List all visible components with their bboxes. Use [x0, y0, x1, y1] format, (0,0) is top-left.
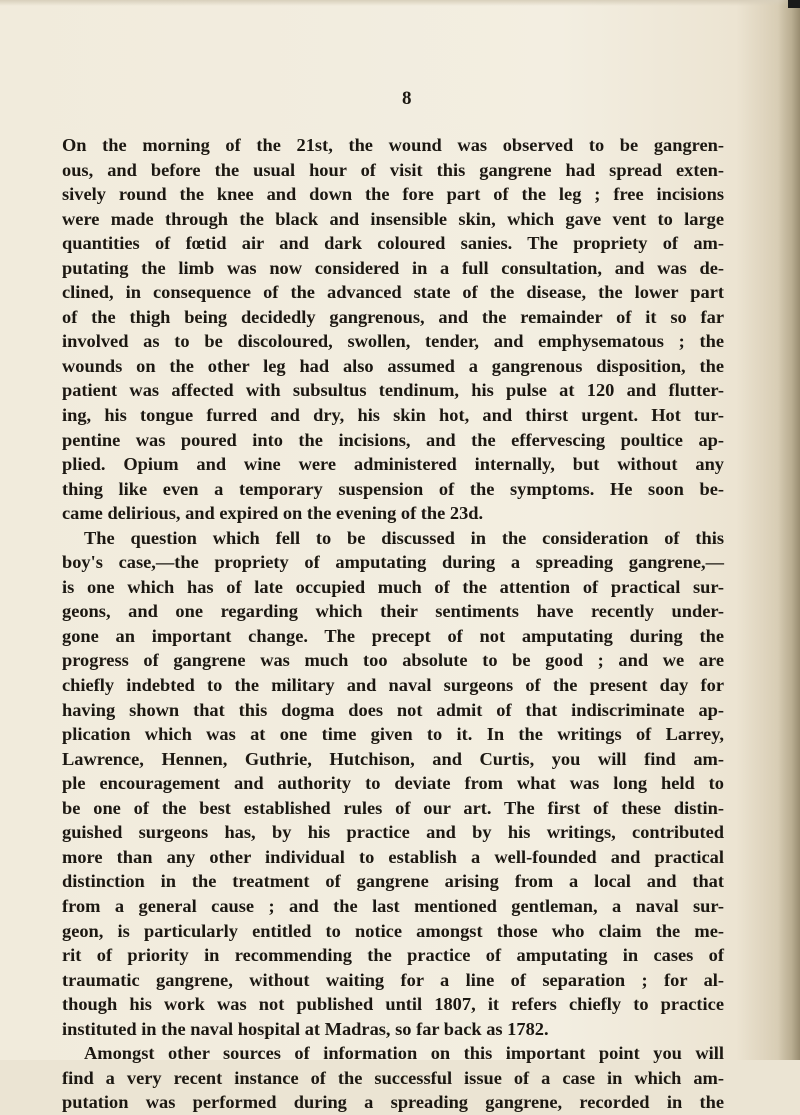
text-line: came delirious, and expired on the evening of the 23d.	[62, 503, 484, 524]
page-number: 8	[402, 88, 412, 109]
text-line: progress of gangrene was much too absolute to be good ; and we are	[62, 650, 724, 671]
text-line: traumatic gangrene, without waiting for a line of separation ; for al-	[62, 969, 724, 990]
text-line: geons, and one regarding which their sentiments have recently under-	[62, 601, 724, 622]
text-line: The question which fell to be discussed in the consideration of this	[84, 527, 724, 548]
text-line: having shown that this dogma does not admit of that indiscriminate ap-	[62, 699, 724, 720]
text-line: though his work was not published until 1807, it refers chiefly to practice	[62, 994, 724, 1015]
text-line: boy's case,—the propriety of amputating during a spreading gangrene,—	[62, 552, 724, 573]
text-line: On the morning of the 21st, the wound was observed to be gangren-	[62, 135, 724, 155]
text-line: sively round the knee and down the fore part of the leg ; free incisions	[62, 184, 724, 205]
text-line: from a general cause ; and the last mentioned gentleman, a naval sur-	[62, 895, 724, 916]
body-text	[62, 133, 724, 1115]
text-line: clined, in consequence of the advanced state of the disease, the lower part	[62, 282, 724, 303]
text-line: were made through the black and insensible skin, which gave vent to large	[62, 208, 724, 229]
text-line: find a very recent instance of the successful issue of a case in which am-	[62, 1067, 724, 1088]
text-line: guished surgeons has, by his practice and by his writings, contributed	[62, 822, 724, 843]
text-line: putating the limb was now considered in a full consultation, and was de-	[62, 257, 724, 278]
text-line: chiefly indebted to the military and naval surgeons of the present day for	[62, 675, 724, 696]
text-line: quantities of fœtid air and dark coloured sanies. The propriety of am-	[62, 233, 724, 254]
text-line: wounds on the other leg had also assumed a gangrenous disposition, the	[62, 355, 724, 376]
text-line: ple encouragement and authority to deviate from what was long held to	[62, 773, 724, 794]
text-line: is one which has of late occupied much of the attention of practical sur-	[62, 576, 724, 597]
text-line: plication which was at one time given to it. In the writings of Larrey,	[62, 724, 724, 745]
text-line: involved as to be discoloured, swollen, tender, and emphysematous ; the	[62, 331, 724, 352]
page-top-edge	[0, 0, 800, 6]
text-line: of the thigh being decidedly gangrenous, and the remainder of it so far	[62, 306, 724, 327]
text-line: pentine was poured into the incisions, and the effervescing poultice ap-	[62, 429, 724, 450]
text-line: distinction in the treatment of gangrene arising from a local and that	[62, 871, 724, 892]
text-line: be one of the best established rules of our art. The first of these distin-	[62, 797, 724, 818]
text-line: patient was affected with subsultus tendinum, his pulse at 120 and flutter-	[62, 380, 724, 401]
text-line: ing, his tongue furred and dry, his skin hot, and thirst urgent. Hot tur-	[62, 405, 724, 426]
text-line: more than any other individual to establish a well-founded and practical	[62, 846, 724, 867]
text-line: putation was performed during a spreading gangrene, recorded in the	[62, 1092, 724, 1113]
text-line: Amongst other sources of information on this important point you will	[84, 1043, 724, 1064]
corner-mark	[788, 0, 800, 8]
text-line: thing like even a temporary suspension of the symptoms. He soon be-	[62, 478, 724, 499]
text-line: geon, is particularly entitled to notice amongst those who claim the me-	[62, 920, 724, 941]
text-line: ous, and before the usual hour of visit this gangrene had spread exten-	[62, 159, 724, 180]
text-line: plied. Opium and wine were administered internally, but without any	[62, 454, 724, 475]
text-line: rit of priority in recommending the practice of amputating in cases of	[62, 945, 724, 966]
text-line: instituted in the naval hospital at Madras, so far back as 1782.	[62, 1018, 549, 1039]
text-line: Lawrence, Hennen, Guthrie, Hutchison, and Curtis, you will find am-	[62, 748, 724, 769]
page-gutter-shadow	[778, 0, 800, 1060]
text-line: gone an important change. The precept of not amputating during the	[62, 625, 724, 646]
